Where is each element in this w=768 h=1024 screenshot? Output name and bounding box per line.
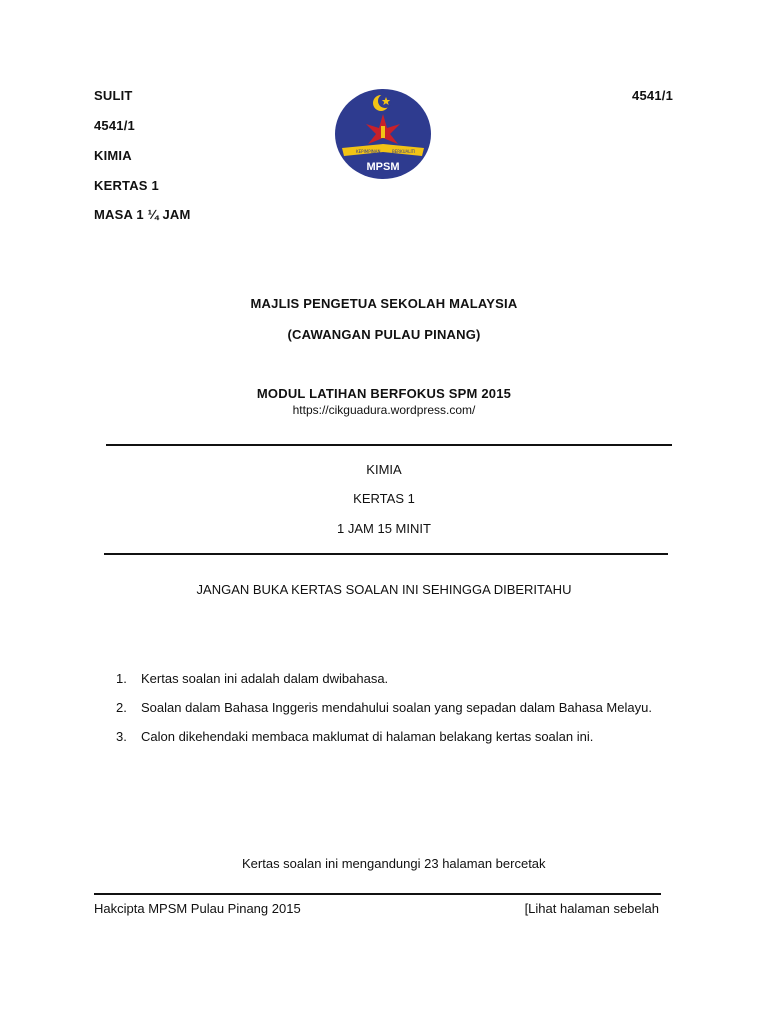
page-count-note: Kertas soalan ini mengandungi 23 halaman bercetak — [242, 856, 546, 871]
instructions-list — [116, 671, 676, 758]
logo-text: MPSM — [366, 161, 400, 173]
organization-name: MAJLIS PENGETUA SEKOLAH MALAYSIA — [250, 296, 518, 311]
instruction-number: 2. — [116, 700, 127, 715]
logo-ribbon-right: BERKUALITI — [392, 149, 416, 154]
paper-duration: 1 JAM 15 MINIT — [337, 521, 431, 536]
header-code: 4541/1 — [94, 118, 135, 133]
footer-copyright: Hakcipta MPSM Pulau Pinang 2015 — [94, 901, 301, 916]
instruction-number: 1. — [116, 671, 127, 686]
divider-footer — [94, 893, 661, 895]
header-paper: KERTAS 1 — [94, 178, 159, 193]
divider-top — [106, 444, 672, 446]
paper-subject: KIMIA — [366, 462, 402, 477]
organization-branch: (CAWANGAN PULAU PINANG) — [287, 327, 481, 342]
instruction-item — [116, 700, 676, 716]
paper-number: KERTAS 1 — [353, 491, 415, 506]
mpsm-logo — [334, 88, 432, 180]
warning-text: JANGAN BUKA KERTAS SOALAN INI SEHINGGA DIBERITAHU — [196, 582, 572, 597]
instruction-text: Calon dikehendaki membaca maklumat di halaman belakang kertas soalan ini. — [141, 729, 594, 744]
module-title: MODUL LATIHAN BERFOKUS SPM 2015 — [256, 386, 512, 401]
instruction-number: 3. — [116, 729, 127, 744]
header-code-right: 4541/1 — [632, 88, 673, 103]
header-duration: MASA 1 ¼ JAM — [94, 207, 191, 222]
header-subject: KIMIA — [94, 148, 132, 163]
instruction-item — [116, 671, 676, 687]
instruction-item — [116, 729, 676, 745]
divider-middle — [104, 553, 668, 555]
module-url: https://cikguadura.wordpress.com/ — [292, 403, 476, 417]
logo-ribbon-left: KEPIMPINAN — [356, 149, 381, 154]
instruction-text: Kertas soalan ini adalah dalam dwibahasa. — [141, 671, 389, 686]
header-sulit: SULIT — [94, 88, 133, 103]
mpsm-logo-emblem — [334, 88, 432, 180]
footer-next-page: [Lihat halaman sebelah — [524, 901, 659, 916]
instruction-text: Soalan dalam Bahasa Inggeris mendahului soalan yang sepadan dalam Bahasa Melayu. — [141, 700, 652, 715]
